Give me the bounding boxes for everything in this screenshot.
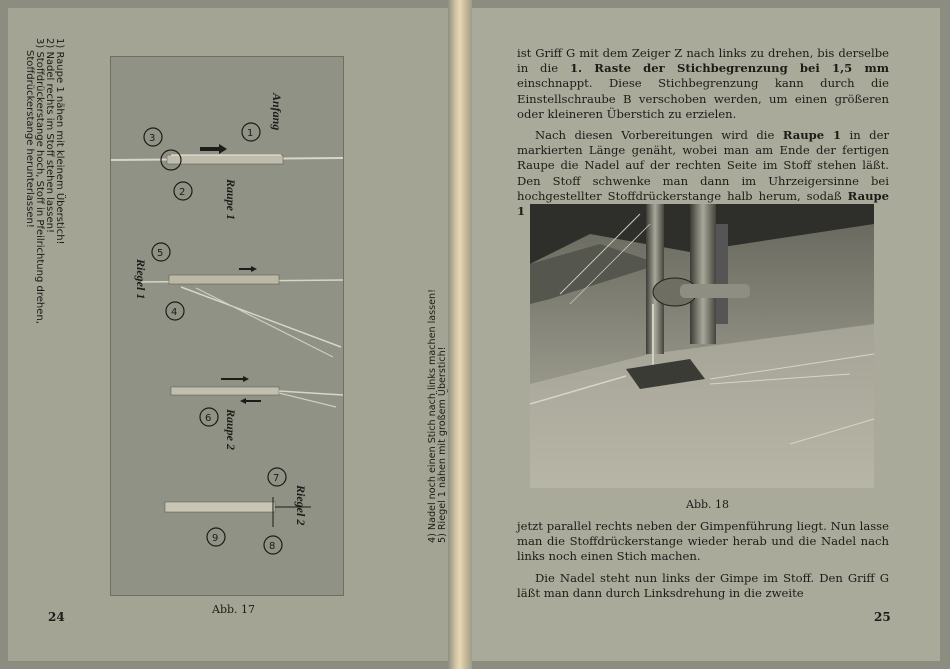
legend-line: 3) Stoffdrückerstange hoch, Stoff in Pfeilrichtung drehen, <box>34 38 45 324</box>
paragraph-2: Nach diesen Vorbereitungen wird die Raupe 1 in der markierten Länge genäht, wobei man am Ende der fertigen Raupe die Nadel auf der rechten Seite im Stoff stehen läßt. Den Stoff schwenke man dann im Uhrzeigersinne bei hochgestellter Stoffdrückerstange halb herum, sodaß Raupe 1 <box>517 128 889 219</box>
label-anfang: Anfang <box>270 93 284 131</box>
figure-caption-17: Abb. 17 <box>212 603 256 616</box>
left-page <box>8 8 448 661</box>
label-riegel-2: Riegel 2 <box>294 485 308 526</box>
label-raupe-1: Raupe 1 <box>224 179 238 221</box>
svg-text:9: 9 <box>212 533 219 544</box>
text-block-top <box>517 46 889 219</box>
right-page <box>472 8 940 661</box>
riegel-2-seam <box>165 502 275 512</box>
paragraph-1: ist Griff G mit dem Zeiger Z nach links zu drehen, bis derselbe in die 1. Raste der Stichbegrenzung bei 1,5 mm einschnappt. Diese Stichbegrenzung kann durch die Einstellschraube B verschoben werden, um einen größeren oder kleineren Überstich zu erzielen. <box>517 46 889 121</box>
svg-text:4: 4 <box>171 307 178 318</box>
svg-text:3: 3 <box>149 133 156 144</box>
buttonhole-diagram <box>111 57 343 595</box>
svg-text:6: 6 <box>205 413 212 424</box>
legend-line: 2) Nadel rechts im Stoff stehen lassen! <box>44 38 55 233</box>
label-riegel-1: Riegel 1 <box>134 259 148 300</box>
paragraph-4: Die Nadel steht nun links der Gimpe im Stoff. Den Griff G läßt man dann durch Linksdrehung in die zweite <box>517 570 889 600</box>
figure-buttonhole-diagram <box>110 56 344 596</box>
svg-text:7: 7 <box>273 473 280 484</box>
figure-caption-18: Abb. 18 <box>686 498 730 511</box>
sewing-machine-illustration <box>530 204 874 488</box>
page-number-right: 25 <box>874 610 891 624</box>
label-raupe-2: Raupe 2 <box>224 409 238 451</box>
legend-line: 1) Raupe 1 nähen mit kleinem Überstich! <box>54 38 65 245</box>
raupe-1-seam <box>167 155 283 164</box>
book-gutter <box>448 0 472 669</box>
text-block-bottom <box>517 519 889 601</box>
svg-text:8: 8 <box>269 541 276 552</box>
svg-text:2: 2 <box>179 187 186 198</box>
legend-line: 4) Nadel noch einen Stich nach links machen lassen! <box>427 289 438 543</box>
svg-text:5: 5 <box>157 248 164 259</box>
legend-line: Stoffdrückerstange herunterlassen! <box>24 50 35 228</box>
paragraph-3: jetzt parallel rechts neben der Gimpenführung liegt. Nun lasse man die Stoffdrückerstange wieder herab und die Nadel nach links noch einen Stich machen. <box>517 519 889 564</box>
raupe-2-seam <box>171 387 279 395</box>
svg-text:1: 1 <box>247 128 254 139</box>
legend-line: 5) Riegel 1 nähen mit großem Überstich! <box>437 346 449 543</box>
page-number-left: 24 <box>48 610 65 624</box>
photo-sewing-machine-foot <box>530 204 874 488</box>
riegel-1-seam <box>169 275 279 284</box>
